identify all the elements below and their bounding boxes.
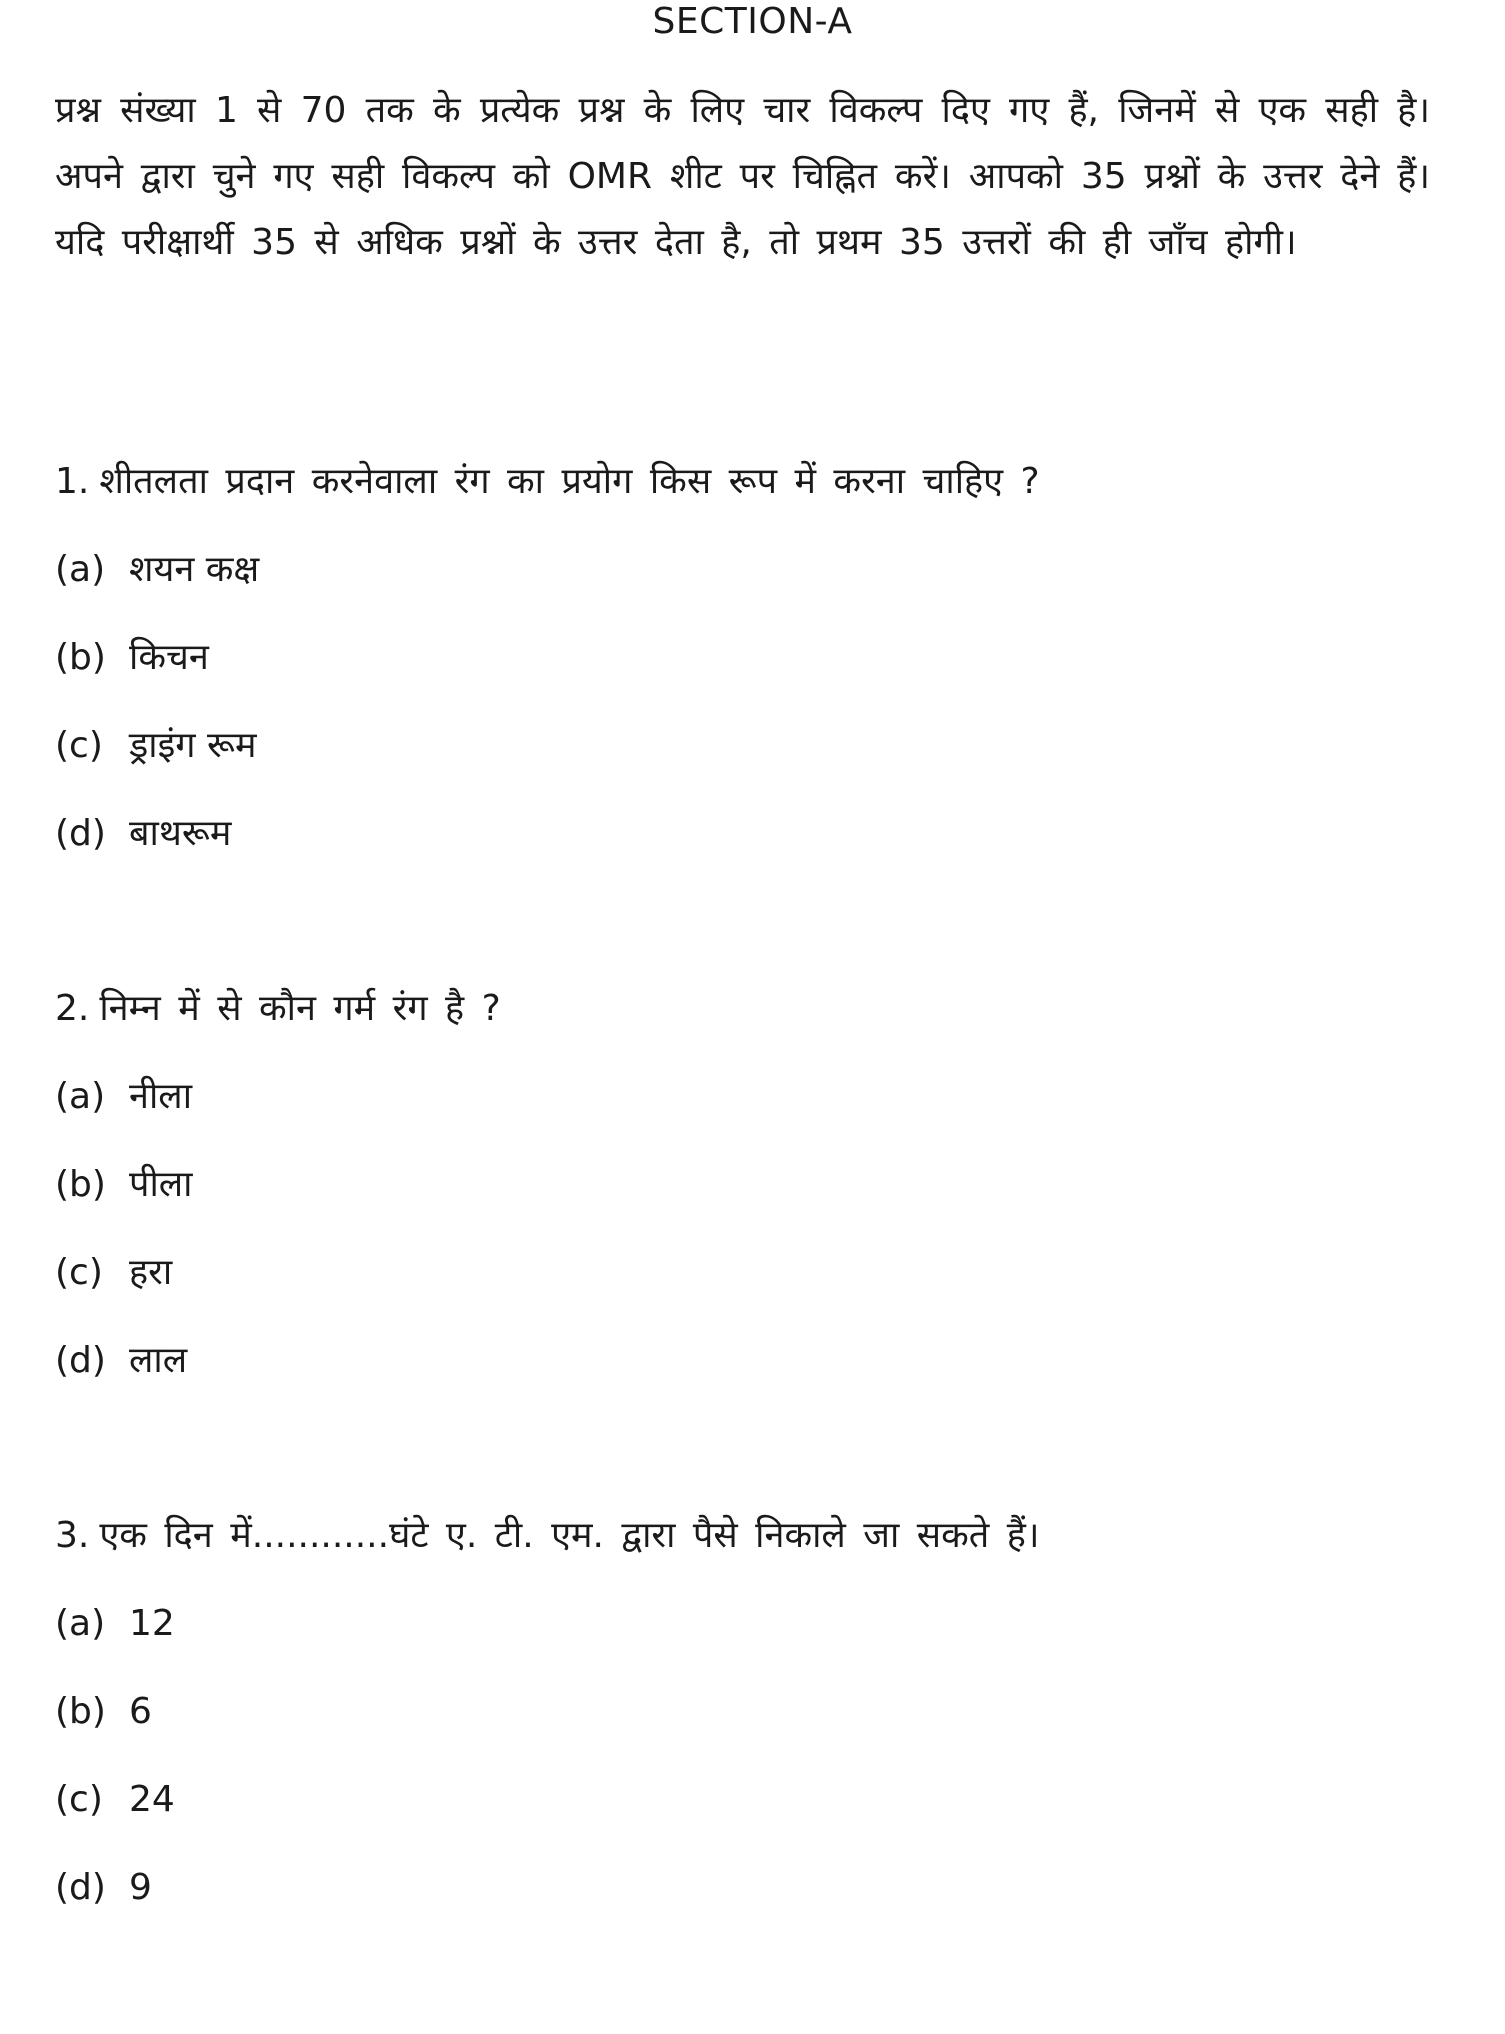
option-b: [55, 1161, 1455, 1209]
option-label: (d): [55, 813, 106, 854]
question-number: 3.: [55, 1515, 90, 1556]
question-stem: [55, 1512, 1455, 1560]
option-text: 12: [129, 1603, 175, 1644]
question-text: निम्न में से कौन गर्म रंग है ?: [99, 988, 501, 1029]
option-d: [55, 1337, 1455, 1385]
option-text: हरा: [129, 1252, 173, 1293]
option-a: [55, 1073, 1455, 1121]
question-text: एक दिन में............घंटे ए. टी. एम. द्वारा पैसे निकाले जा सकते हैं।: [99, 1515, 1040, 1556]
option-text: शयन कक्ष: [129, 549, 260, 590]
option-label: (b): [55, 1691, 106, 1732]
question-number: 1.: [55, 461, 90, 502]
question-text: शीतलता प्रदान करनेवाला रंग का प्रयोग किस रूप में करना चाहिए ?: [99, 461, 1040, 502]
option-b: [55, 634, 1455, 682]
option-label: (c): [55, 1779, 103, 1820]
question-number: 2.: [55, 988, 90, 1029]
option-a: [55, 546, 1455, 594]
instructions-paragraph: प्रश्न संख्या 1 से 70 तक के प्रत्येक प्रश्न के लिए चार विकल्प दिए गए हैं, जिनमें से एक सही है। अपने द्वारा चुने गए सही विकल्प को OMR शीट पर चिह्नित करें। आपको 35 प्रश्नों के उत्तर देने हैं। यदि परीक्षार्थी 35 से अधिक प्रश्नों के उत्तर देता है, तो प्रथम 35 उत्तरों की ही जाँच होगी।: [55, 90, 1430, 263]
option-label: (b): [55, 637, 106, 678]
option-text: 9: [129, 1867, 152, 1908]
option-text: किचन: [129, 637, 209, 678]
option-label: (a): [55, 1076, 106, 1117]
option-label: (a): [55, 549, 106, 590]
option-text: पीला: [129, 1164, 193, 1205]
option-label: (d): [55, 1867, 106, 1908]
option-label: (b): [55, 1164, 106, 1205]
question-2: [55, 985, 1455, 1385]
option-c: [55, 1776, 1455, 1824]
option-text: 6: [129, 1691, 152, 1732]
option-text: बाथरूम: [129, 813, 232, 854]
option-text: नीला: [129, 1076, 193, 1117]
option-text: लाल: [129, 1340, 188, 1381]
section-title: SECTION-A: [652, 1, 853, 42]
question-stem: [55, 985, 1455, 1033]
option-d: [55, 1864, 1455, 1912]
option-c: [55, 722, 1455, 770]
option-label: (a): [55, 1603, 106, 1644]
option-label: (c): [55, 1252, 103, 1293]
option-label: (c): [55, 725, 103, 766]
option-text: 24: [129, 1779, 175, 1820]
option-label: (d): [55, 1340, 106, 1381]
option-c: [55, 1249, 1455, 1297]
option-a: [55, 1600, 1455, 1648]
question-stem: [55, 458, 1455, 506]
option-text: ड्राइंग रूम: [129, 725, 257, 766]
option-d: [55, 810, 1455, 858]
question-3: [55, 1512, 1455, 1912]
option-b: [55, 1688, 1455, 1736]
question-1: [55, 458, 1455, 858]
